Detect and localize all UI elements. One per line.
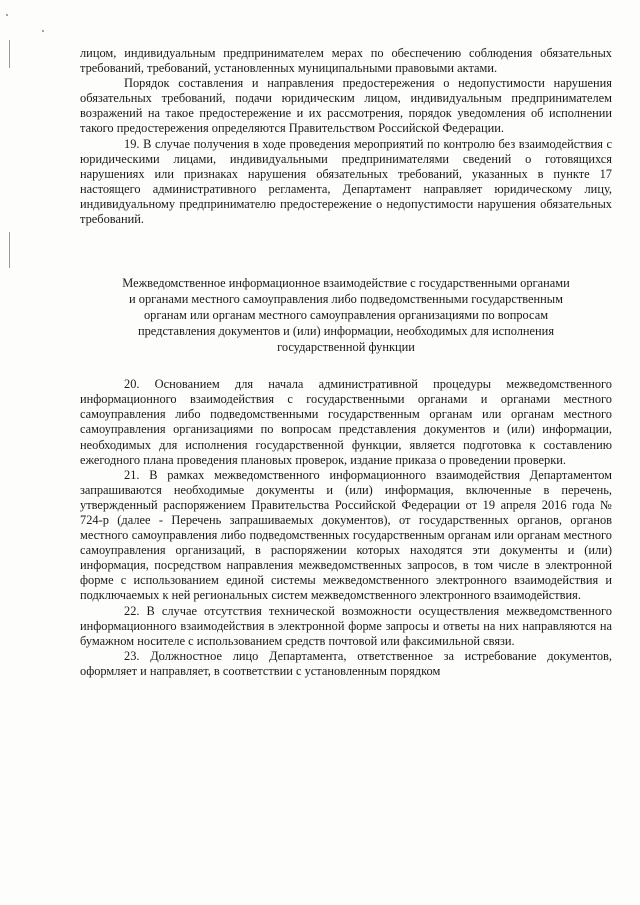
paragraph-23: 23. Должностное лицо Департамента, ответственное за истребование документов, оформляет и направляет, в соответствии с установленным порядком: [80, 648, 612, 678]
paragraph-21: 21. В рамках межведомственного информационного взаимодействия Департаментом запрашиваются необходимые документы и (или) информация, включенные в перечень, утвержденный распоряжением Правительства Российской Федерации от 19 апреля 2016 года № 724-р (далее - Перечень запрашиваемых документов), от государственных органов, органов местного самоуправления либо подведомственных государственным органам или органам местного самоуправления организаций, в распоряжении которых находятся эти документы и (или) информация, посредством направления межведомственных запросов, в том числе в электронной форме с использованием единой системы межведомственного электронного взаимодействия и подключаемых к ней региональных систем межведомственного электронного взаимодействия.: [80, 467, 612, 603]
binding-mark: [9, 40, 10, 68]
paragraph-procedure: Порядок составления и направления предостережения о недопустимости нарушения обязательных требований, подачи юридическим лицом, индивидуальным предпринимателем возражений на такое предостережение и их рассмотрения, порядок уведомления об исполнении такого предостережения определяются Правительством Российской Федерации.: [80, 76, 612, 136]
paragraph-19: 19. В случае получения в ходе проведения мероприятий по контролю без взаимодействия с юридическими лицами, индивидуальными предпринимателями сведений о готовящихся нарушениях или признаках нарушения обязательных требований, указанных в пункте 17 настоящего административного регламента, Департамент направляет юридическому лицу, индивидуальному предпринимателю предостережение о недопустимости нарушения обязательных требований.: [80, 136, 612, 227]
paragraph-20: 20. Основанием для начала административной процедуры межведомственного информационного взаимодействия с государственными органами и органами местного самоуправления либо подведомственными государственным органам или органам местного самоуправления организациями по вопросам представления документов и (или) информации, необходимых для исполнения государственной функции, является подготовка к составлению ежегодного плана проведения плановых проверок, издание приказа о проведении проверки.: [80, 377, 612, 467]
section-heading: Межведомственное информационное взаимодействие с государственными органами и органами местного самоуправления либо подведомственными государственным органам или органам местного самоуправления организациями по вопросам представления документов и (или) информации, необходимых для исполнения государственной функции: [122, 276, 570, 355]
document-body: [80, 46, 612, 679]
paragraph-22: 22. В случае отсутствия технической возможности осуществления межведомственного информационного взаимодействия в электронной форме запросы и ответы на них направляются на бумажном носителе с использованием средств почтовой или факсимильной связи.: [80, 603, 612, 648]
paragraph-continuation: лицом, индивидуальным предпринимателем мерах по обеспечению соблюдения обязательных требований, требований, установленных муниципальными правовыми актами.: [80, 46, 612, 76]
scan-speck: [42, 30, 44, 32]
binding-mark: [9, 232, 10, 268]
scan-speck: [6, 14, 8, 16]
